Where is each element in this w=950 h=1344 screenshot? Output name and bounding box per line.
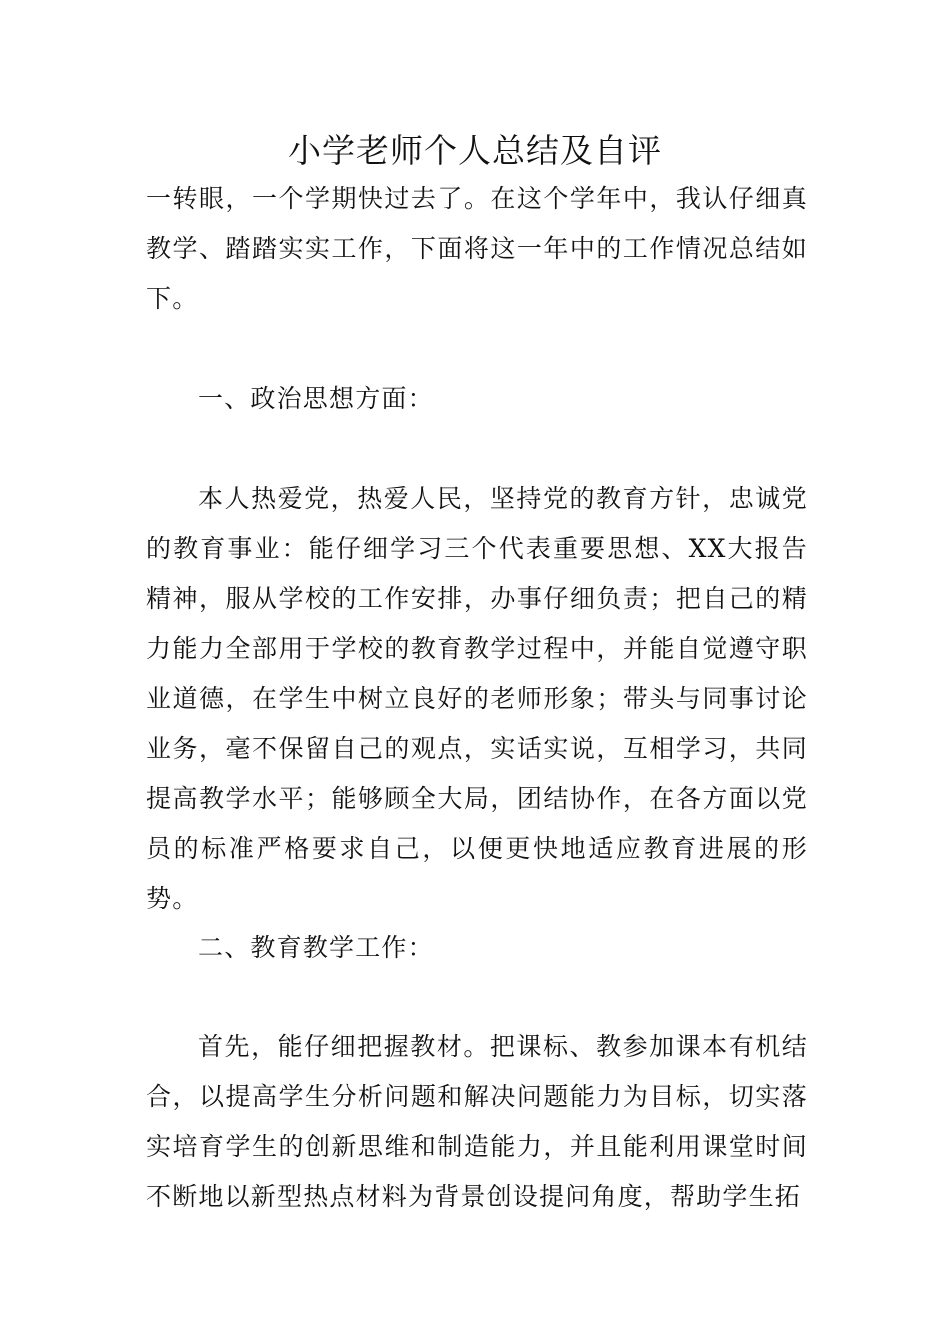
section-heading-politics: 一、政治思想方面： bbox=[198, 384, 434, 413]
section-heading-teaching: 二、教育教学工作： bbox=[198, 933, 434, 962]
section-body-teaching: 首先，能仔细把握教材。把课标、教参加课本有机结合，以提高学生分析问题和解决问题能力为目标，切实落实培育学生的创新思维和制造能力，并且能利用课堂时间不断地以新型热点材料为背景创设提问角度，帮助学生拓 bbox=[146, 1032, 808, 1211]
section-body-politics: 本人热爱党，热爱人民，坚持党的教育方针，忠诚党的教育事业：能仔细学习三个代表重要思想、XX大报告精神，服从学校的工作安排，办事仔细负责；把自己的精力能力全部用于学校的教育教学过程中，并能自觉遵守职业道德，在学生中树立良好的老师形象；带头与同事讨论业务，毫不保留自己的观点，实话实说，互相学习，共同提高教学水平；能够顾全大局，团结协作，在各方面以党员的标准严格要求自己，以便更快地适应教育进展的形势。 bbox=[146, 484, 808, 913]
document-title: 小学老师个人总结及自评 bbox=[288, 131, 662, 170]
intro-paragraph: 一转眼，一个学期快过去了。在这个学年中，我认仔细真教学、踏踏实实工作，下面将这一年中的工作情况总结如下。 bbox=[146, 184, 808, 313]
